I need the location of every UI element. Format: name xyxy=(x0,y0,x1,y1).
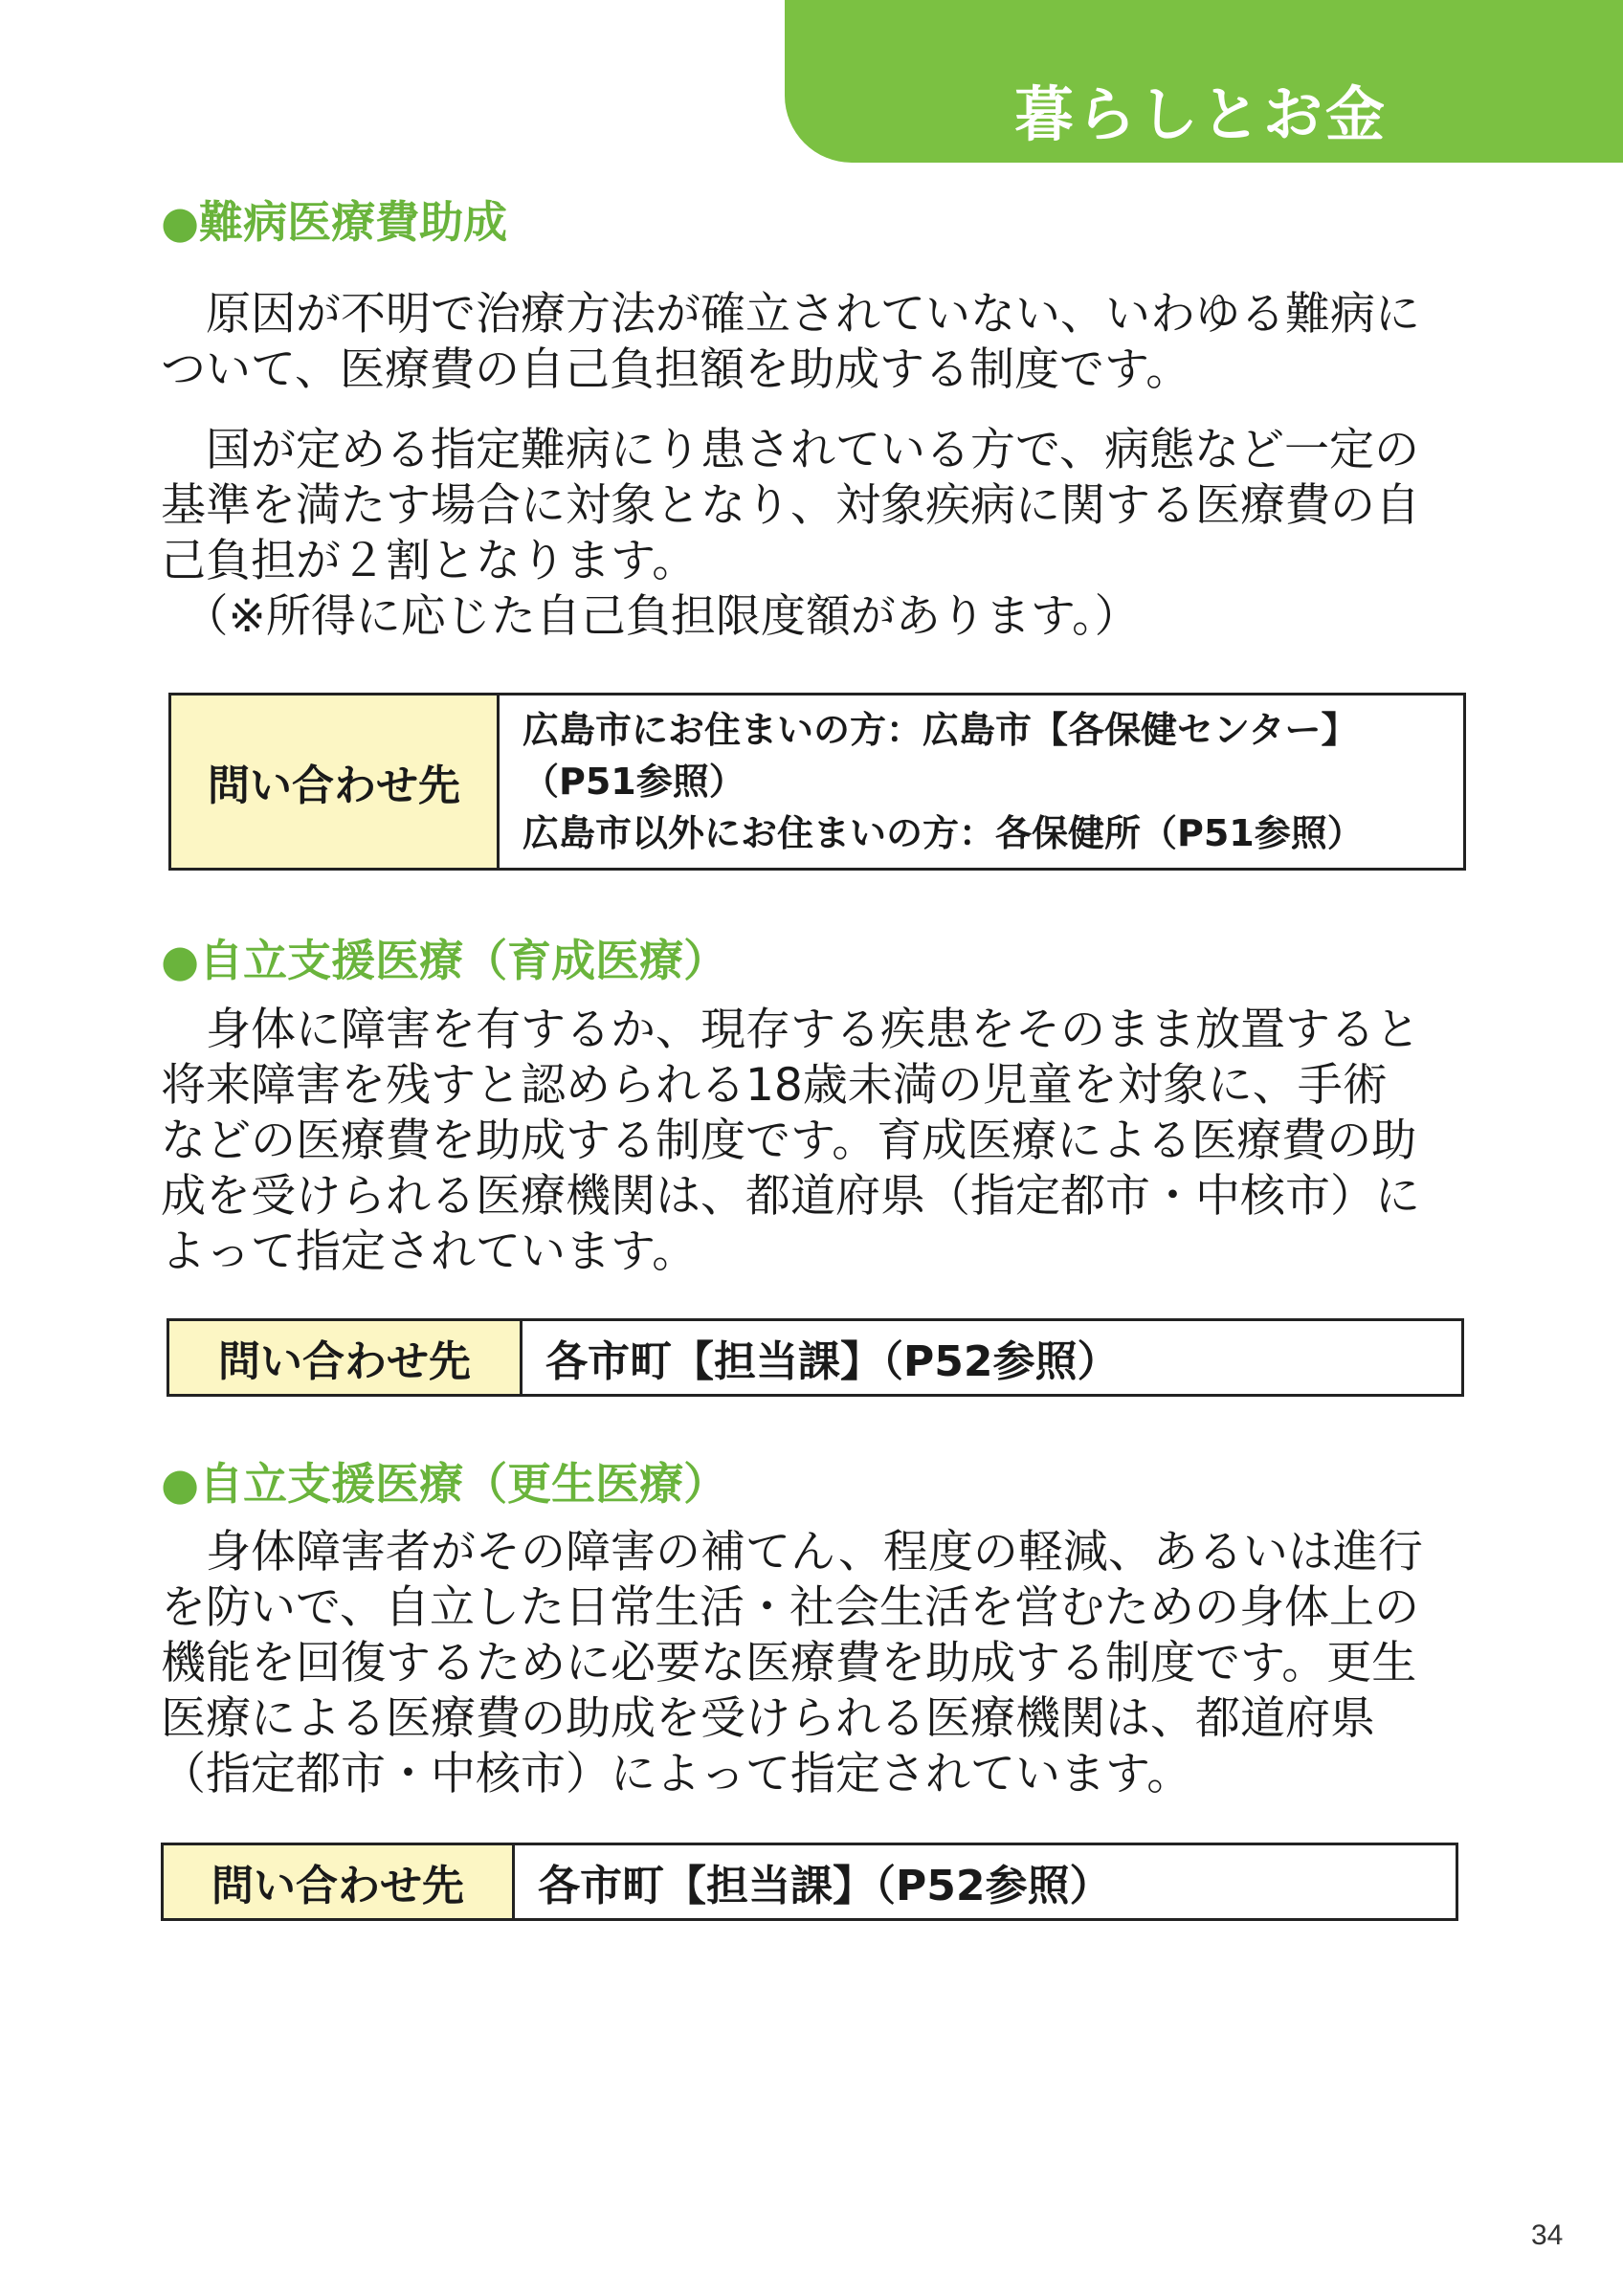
section-paragraph xyxy=(161,1003,1472,1280)
contact-line: 広島市にお住まいの方：広島市【各保健センター】 xyxy=(522,709,1358,751)
paragraph-line: よって指定されています。 xyxy=(161,1225,698,1278)
paragraph-line: （指定都市・中核市）によって指定されています。 xyxy=(161,1748,1192,1800)
section-paragraph xyxy=(161,423,1472,645)
contact-details xyxy=(500,695,1387,868)
paragraph-line: 基準を満たす場合に対象となり、対象疾病に関する医療費の自 xyxy=(161,479,1420,532)
section-heading-kousei: ●自立支援医療（更生医療） xyxy=(161,1458,728,1510)
paragraph-line: ついて、医療費の自己負担額を助成する制度です。 xyxy=(161,343,1191,396)
page-number: 34 xyxy=(1531,2219,1564,2251)
paragraph-line: 機能を回復するために必要な医療費を助成する制度です。更生 xyxy=(161,1637,1417,1689)
paragraph-line: 国が定める指定難病にり患されている方で、病態など一定の xyxy=(161,424,1420,476)
paragraph-line: 将来障害を残すと認められる18歳未満の児童を対象に、手術 xyxy=(161,1059,1388,1112)
contact-box xyxy=(168,693,1466,871)
contact-label: 問い合わせ先 xyxy=(171,695,500,868)
paragraph-line: 身体障害者がその障害の補てん、程度の軽減、あるいは進行 xyxy=(161,1526,1423,1578)
contact-line: 各市町【担当課】（P52参照） xyxy=(538,1862,1112,1910)
paragraph-line: 原因が不明で治療方法が確立されていない、いわゆる難病に xyxy=(161,288,1420,341)
section-paragraph xyxy=(161,1525,1472,1802)
category-tab xyxy=(785,0,1623,163)
paragraph-line: などの医療費を助成する制度です。育成医療による医療費の助 xyxy=(161,1115,1417,1167)
paragraph-line: 医療による医療費の助成を受けられる医療機関は、都道府県 xyxy=(161,1692,1375,1745)
contact-label: 問い合わせ先 xyxy=(164,1845,515,1918)
contact-line: 広島市以外にお住まいの方：各保健所（P51参照） xyxy=(522,812,1364,854)
contact-label: 問い合わせ先 xyxy=(169,1321,522,1394)
section-paragraph xyxy=(161,287,1472,398)
category-title: 暮らしとお金 xyxy=(1014,79,1389,149)
contact-box xyxy=(167,1318,1464,1397)
paragraph-line: 己負担が２割となります。 xyxy=(161,535,698,587)
section-heading-nanbyo: ●難病医療費助成 xyxy=(161,196,508,248)
paragraph-line: 成を受けられる医療機関は、都道府県（指定都市・中核市）に xyxy=(161,1170,1420,1223)
contact-line: （P51参照） xyxy=(522,761,745,803)
paragraph-line: を防いで、自立した日常生活・社会生活を営むための身体上の xyxy=(161,1581,1420,1634)
section-heading-ikusei: ●自立支援医療（育成医療） xyxy=(161,935,728,986)
contact-line: 各市町【担当課】（P52参照） xyxy=(545,1337,1120,1386)
contact-box xyxy=(161,1843,1458,1921)
paragraph-line: 身体に障害を有するか、現存する疾患をそのまま放置すると xyxy=(161,1004,1420,1056)
paragraph-line: （※所得に応じた自己負担限度額があります。） xyxy=(161,590,1140,643)
